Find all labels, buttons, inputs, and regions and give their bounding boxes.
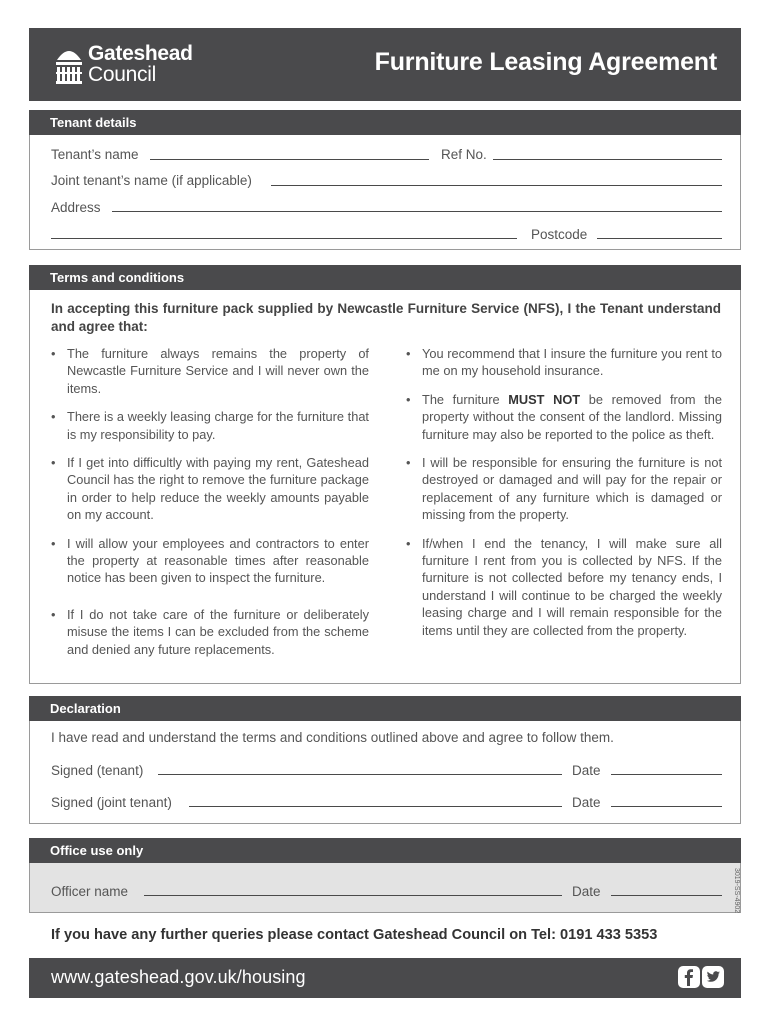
logo-text-gateshead: Gateshead — [88, 42, 193, 65]
address-label: Address — [51, 200, 101, 215]
must-not-emphasis: MUST NOT — [508, 391, 581, 407]
postcode-label: Postcode — [531, 227, 588, 242]
contact-text: If you have any further queries please contact Gateshead Council on Tel: 0191 433 5353 — [51, 927, 658, 943]
date-label: Date — [572, 795, 601, 810]
officer-date-field[interactable] — [611, 895, 722, 896]
logo-text-council: Council — [88, 63, 156, 86]
terms-heading: Terms and conditions — [29, 265, 741, 290]
date-label: Date — [572, 763, 601, 778]
facebook-icon[interactable] — [678, 966, 700, 988]
address-field-line1[interactable] — [112, 211, 722, 212]
declaration-statement: I have read and understand the terms and conditions outlined above and agree to follow them. — [51, 730, 614, 745]
tenant-details-heading: Tenant details — [29, 110, 741, 135]
term-item: • The furniture always remains the property of Newcastle Furniture Service and I will never own the items. — [51, 346, 369, 396]
footer-bar — [29, 958, 741, 998]
officer-name-label: Officer name — [51, 884, 129, 899]
signed-joint-label: Signed (joint tenant) — [51, 795, 172, 810]
council-building-icon — [55, 44, 83, 84]
declaration-heading: Declaration — [29, 696, 741, 721]
tenant-date-field[interactable] — [611, 774, 722, 775]
signed-joint-field[interactable] — [189, 806, 562, 807]
tenant-details-section — [29, 110, 741, 250]
twitter-icon[interactable] — [702, 966, 724, 988]
document-code: 3019-SS-4902 — [733, 868, 740, 914]
term-item: • You recommend that I insure the furniture you rent to me on my household insurance. — [406, 346, 722, 379]
gateshead-council-logo — [55, 42, 255, 88]
office-use-heading: Office use only — [29, 838, 741, 863]
signed-tenant-label: Signed (tenant) — [51, 763, 144, 778]
address-field-line2[interactable] — [51, 238, 517, 239]
joint-tenant-field[interactable] — [271, 185, 722, 186]
tenant-name-label: Tenant’s name — [51, 147, 139, 162]
office-use-section — [29, 838, 741, 913]
declaration-section — [29, 696, 741, 824]
document-title: Furniture Leasing Agreement — [374, 48, 717, 76]
terms-section — [29, 265, 741, 684]
joint-date-field[interactable] — [611, 806, 722, 807]
joint-tenant-label: Joint tenant’s name (if applicable) — [51, 173, 252, 188]
term-item: • If I get into difficultly with paying my rent, Gateshead Council has the right to remove the furniture package in order to help reduce the weekly amounts payable on my account. — [51, 455, 369, 523]
tenant-name-field[interactable] — [150, 159, 429, 160]
signed-tenant-field[interactable] — [158, 774, 562, 775]
page-header — [29, 28, 741, 101]
term-item: • The furniture MUST NOT be removed from the property without the consent of the landlord. Missing furniture may also be reported to the police as theft. — [406, 391, 722, 442]
terms-right-column — [406, 345, 722, 639]
term-item: • If/when I end the tenancy, I will make sure all furniture I rent from you is collected by NFS. If the furniture is not collected before my tenancy ends, I understand I will continue to be charged the weekly leasing charge and I will remain responsible for the items until they are collected from the property. — [406, 535, 722, 638]
term-item: • There is a weekly leasing charge for the furniture that is my responsibility to pay. — [51, 409, 369, 442]
term-item: • I will be responsible for ensuring the furniture is not destroyed or damaged and will pay for the repair or replacement of any furniture which is damaged or missing from the property. — [406, 455, 722, 523]
postcode-field[interactable] — [597, 238, 722, 239]
terms-intro: In accepting this furniture pack supplied by Newcastle Furniture Service (NFS), I the Tenant understand and agree that: — [51, 301, 721, 334]
date-label: Date — [572, 884, 601, 899]
term-item: • I will allow your employees and contractors to enter the property at reasonable times after reasonable notice has been given to inspect the furniture. — [51, 535, 369, 586]
term-item: • If I do not take care of the furniture or deliberately misuse the items I can be excluded from the scheme and denied any future replacements. — [51, 606, 369, 657]
ref-no-field[interactable] — [493, 159, 722, 160]
terms-left-column — [51, 345, 369, 658]
ref-no-label: Ref No. — [441, 147, 487, 162]
officer-name-field[interactable] — [144, 895, 562, 896]
website-link[interactable]: www.gateshead.gov.uk/housing — [51, 967, 306, 987]
